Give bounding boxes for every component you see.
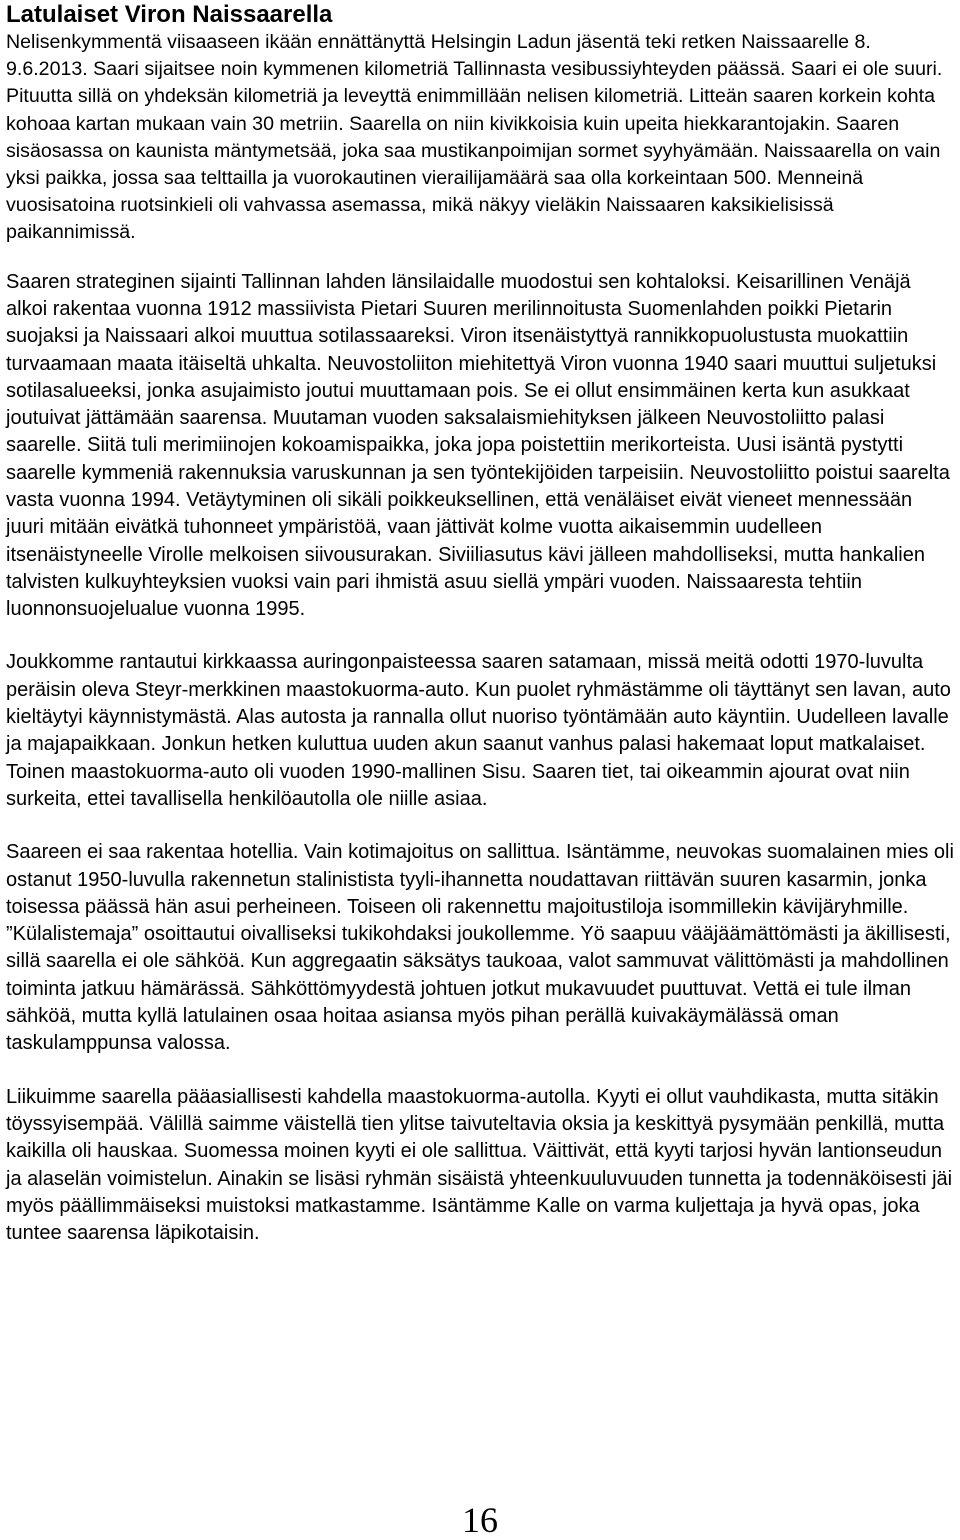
paragraph-accommodation: Saareen ei saa rakentaa hotellia. Vain kotimajoitus on sallittua. Isäntämme, neuvokas suomalainen mies oli ostanut 1950-luvulla rakennetun stalinistista tyyli-ihannetta noudattavan riittävän suuren kasarmin, jonka toisessa päässä hän asui perheineen. Toiseen oli rakennettu majoitustiloja isommillekin kävijäryhmille. ”Külalistemaja” osoittautui oivalliseksi tukikohdaksi joukollemme. Yö saapuu vääjäämättömästi ja äkillisesti, sillä saarella ei ole sähköä. Kun aggregaatin säksätys taukoaa, valot sammuvat välittömästi ja mahdollinen toiminta jatkuu hämärässä. Sähköttömyydestä johtuen jotkut mukavuudet puuttuvat. Vettä ei tule ilman sähköä, mutta kyllä latulainen osaa hoitaa asiansa myös pihan perällä kuivakäymälässä oman taskulamppunsa valossa. [6,841,954,1055]
page-number: 16 [462,1500,498,1540]
document-title: Latulaiset Viron Naissaarella [6,1,333,28]
paragraph-intro: Nelisenkymmentä viisaaseen ikään ennättänyttä Helsingin Ladun jäsentä teki retken Naissaarelle 8. 9.6.2013. Saari sijaitsee noin kymmenen kilometriä Tallinnasta vesibussiyhteyden päässä. Saari ei ole suuri. Pituutta sillä on yhdeksän kilometriä ja leveyttä enimmillään nelisen kilometriä. Litteän saaren korkein kohta kohoaa kartan mukaan vain 30 metriin. Saarella on niin kivikkoisia kuin upeita hiekkarantojakin. Saaren sisäosassa on kaunista mäntymetsää, joka saa mustikanpoimijan sormet syyhyämään. Naissaarella on vain yksi paikka, jossa saa telttailla ja vuorokautinen vierailijamäärä saa olla korkeintaan 500. Menneinä vuosisatoina ruotsinkieli oli vahvassa asemassa, mikä näkyy vieläkin Naissaaren kaksikielisissä paikannimissä. [6,31,943,244]
paragraph-arrival: Joukkomme rantautui kirkkaassa auringonpaisteessa saaren satamaan, missä meitä odotti 1970-luvulta peräisin oleva Steyr-merkkinen maastokuorma-auto. Kun puolet ryhmästämme oli täyttänyt sen lavan, auto kieltäytyi käynnistymästä. Alas autosta ja rannalla ollut nuoriso työntämään auto käyntiin. Uudelleen lavalle ja majapaikkaan. Jonkun hetken kuluttua uuden akun saanut vanhus palasi hakemaat loput matkalaiset. Toinen maastokuorma-auto oli vuoden 1990-mallinen Sisu. Saaren tiet, tai oikeammin ajourat ovat niin surkeita, ettei tavallisella henkilöautolla ole niille asiaa. [6,651,951,810]
document-page [6,0,954,1247]
paragraph-history: Saaren strateginen sijainti Tallinnan lahden länsilaidalle muodostui sen kohtaloksi. Keisarillinen Venäjä alkoi rakentaa vuonna 1912 massiivista Pietari Suuren merilinnoitusta Suomenlahden poikki Pietarin suojaksi ja Naissaari alkoi muuttua sotilassaareksi. Viron itsenäistyttyä rannikkopuolustusta muokattiin turvaamaan maata itäiseltä uhkalta. Neuvostoliiton miehitettyä Viron vuonna 1940 saari muuttui suljetuksi sotilasalueeksi, jonka asujaimisto joutui muuttamaan pois. Se ei ollut ensimmäinen kerta kun asukkaat joutuivat jättämään saarensa. Muutaman vuoden saksalaismiehityksen jälkeen Neuvostoliitto palasi saarelle. Siitä tuli merimiinojen kokoamispaikka, joka jopa poistettiin merikorteista. Uusi isäntä pystytti saarelle kymmeniä rakennuksia varuskunnan ja sen työntekijöiden tarpeisiin. Neuvostoliitto poistui saarelta vasta vuonna 1994. Vetäytyminen oli sikäli poikkeuksellinen, että venäläiset eivät vieneet mennessään juuri mitään eivätkä tuhonneet ympäristöä, vaan jättivät kolme vuotta aikaisemmin uudelleen itsenäistyneelle Virolle melkoisen siivousurakan. Siviiliasutus kävi jälleen mahdolliseksi, mutta hankalien talvisten kulkuyhteyksien vuoksi vain pari ihmistä asuu siellä ympäri vuoden. Naissaaresta tehtiin luonnonsuojelualue vuonna 1995. [6,270,950,621]
paragraph-transport: Liikuimme saarella pääasiallisesti kahdella maastokuorma-autolla. Kyyti ei ollut vauhdikasta, mutta sitäkin töyssyisempää. Välillä saimme väistellä tien ylitse taivuteltavia oksia ja keskittyä pysymään penkillä, mutta kaikilla oli hauskaa. Suomessa moinen kyyti ei ole sallittua. Väittivät, että kyyti tarjosi hyvän lantionseudun ja alaselän voimistelun. Ainakin se lisäsi ryhmän sisäistä yhteenkuuluvuuden tunnetta ja todennäköisesti jäi myös päällimmäiseksi muistoksi matkastamme. Isäntämme Kalle on varma kuljettaja ja hyvä opas, joka tuntee saarensa läpikotaisin. [6,1085,953,1245]
